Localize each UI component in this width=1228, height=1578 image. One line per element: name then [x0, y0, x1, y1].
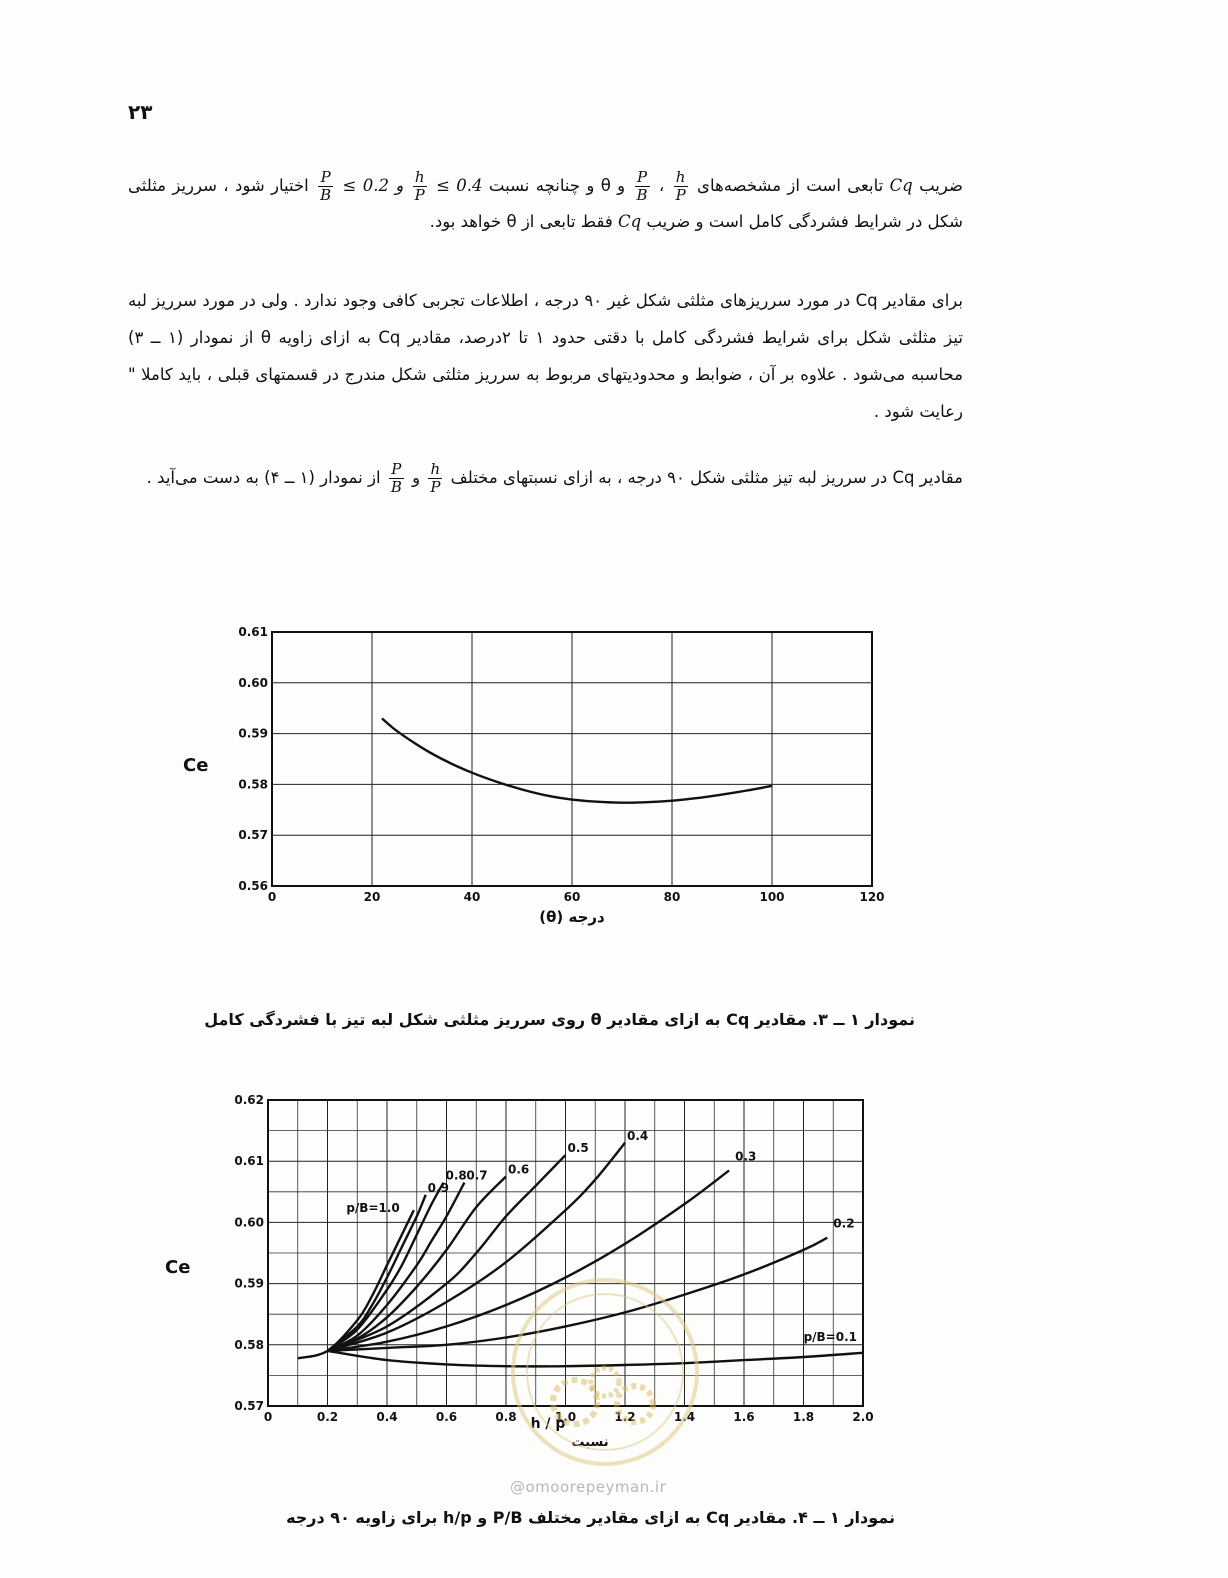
series-label: 0.7: [466, 1168, 488, 1183]
series-label: p/B=1.0: [346, 1201, 400, 1216]
chart2-xlabel: h / p: [530, 1416, 566, 1432]
series-label: 0.3: [735, 1149, 757, 1164]
x-tick-label: 0.2: [316, 1410, 339, 1424]
x-tick-label: 100: [759, 890, 785, 904]
x-tick-label: 60: [563, 890, 581, 904]
paragraph-1: ضریب Cq تابعی است از مشخصه‌های $\frac{h}{P}$ ، $\frac{P}{B}$ و θ و چنانچه نسبت 0.4 ≥ $\frac{h}{P}$ و 0.2 ≥ $\frac{P}{B}$ اختیار شود ، سرریز مثلثی شکل در شرایط فشردگی کامل است و ضریب Cq فقط تابعی از θ خواهد بود.: [128, 168, 964, 231]
chart1-xlabel: (θ) درجه: [539, 908, 605, 926]
x-tick-label: 2.0: [852, 1410, 874, 1424]
series-line: [382, 718, 772, 802]
paragraph-3: مقادیر Cq در سرریز لبه تیز مثلثی شکل ۹۰ درجه ، به ازای نسبتهای مختلف $\frac{h}{P}$ و $\frac{P}{B}$ از نمودار (۱ ــ ۴) به دست می‌آید .: [146, 460, 963, 496]
x-tick-label: 40: [463, 890, 481, 904]
x-tick-label: 0.6: [435, 1410, 458, 1424]
y-tick-label: 0.60: [234, 1215, 264, 1230]
fraction-h-p: $\frac{h}{P}$: [675, 168, 686, 204]
watermark-stamp: [505, 1272, 705, 1472]
y-tick-label: 0.57: [234, 1399, 264, 1413]
series-label: 0.5: [567, 1141, 589, 1156]
chart2-ylabel: Ce: [165, 1257, 191, 1278]
y-tick-label: 0.59: [234, 1276, 264, 1291]
y-tick-label: 0.57: [238, 828, 268, 843]
y-tick-label: 0.61: [234, 1154, 264, 1169]
series-label: 0.4: [627, 1128, 649, 1143]
x-tick-label: 0: [267, 890, 277, 904]
y-tick-label: 0.56: [238, 879, 268, 893]
x-tick-label: 0.8: [495, 1410, 517, 1424]
y-tick-label: 0.58: [234, 1337, 264, 1352]
x-tick-label: 80: [663, 890, 681, 904]
fraction-p-b-3: $\frac{P}{B}$: [390, 460, 402, 496]
y-tick-label: 0.58: [238, 777, 268, 792]
fraction-p-b: $\frac{P}{B}$: [636, 168, 648, 204]
series-label: 0.8: [445, 1168, 467, 1183]
x-tick-label: 1.0: [554, 1410, 577, 1424]
x-tick-label: 20: [363, 890, 381, 904]
y-tick-label: 0.60: [238, 675, 268, 690]
figure-1-4-caption: نمودار ۱ ــ ۴. مقادیر Cq به ازای مقادیر مختلف P/B و h/p برای زاویه ۹۰ درجه: [286, 1508, 895, 1527]
chart2-xlabel-secondary: نسبت: [571, 1435, 609, 1450]
chart-cq-vs-theta: [225, 620, 905, 940]
x-tick-label: 1.8: [792, 1410, 815, 1424]
x-tick-label: 1.6: [733, 1410, 755, 1424]
fraction-p-b-2: $\frac{P}{B}$: [320, 168, 332, 204]
x-tick-label: 1.2: [614, 1410, 636, 1424]
fraction-h-p-2: $\frac{h}{P}$: [414, 168, 425, 204]
y-tick-label: 0.61: [238, 625, 268, 639]
fraction-h-p-3: $\frac{h}{P}$: [430, 460, 441, 496]
x-tick-label: 0: [263, 1410, 273, 1424]
paragraph-2: برای مقادیر Cq در مورد سرریزهای مثلثی شکل غیر ۹۰ درجه ، اطلاعات تجربی کافی وجود ندارد . ولی در مورد سرریز لبه تیز مثلثی شکل برای شرایط فشردگی کامل با دقتی حدود ۱ تا ۲درصد، مقادیر Cq به ازای زاویه θ از نمودار (۱ ــ ۳) محاسبه می‌شود . علاوه بر آن ، ضوابط و محدودیتهای مربوط به سرریز مثلثی شکل مندرج در قسمتهای قبلی ، باید کاملا " رعایت شود .: [128, 291, 963, 421]
series-label: 0.9: [427, 1180, 449, 1195]
cq-symbol: Cq: [889, 176, 913, 195]
series-label: 0.2: [833, 1216, 855, 1231]
y-tick-label: 0.62: [234, 1093, 264, 1107]
x-tick-label: 1.4: [673, 1410, 696, 1424]
series-label: p/B=0.1: [803, 1329, 857, 1344]
page-number: ۲۳: [128, 100, 153, 124]
y-tick-label: 0.59: [238, 726, 268, 741]
watermark-url: @omoorepeyman.ir: [510, 1478, 667, 1496]
x-tick-label: 0.4: [376, 1410, 398, 1424]
figure-1-3-caption: نمودار ۱ ــ ۳. مقادیر Cq به ازای مقادیر θ روی سرریز مثلثی شکل لبه تیز با فشردگی کامل: [204, 1010, 915, 1029]
x-tick-label: 120: [859, 890, 885, 904]
series-label: 0.6: [508, 1162, 530, 1177]
chart1-ylabel: Ce: [183, 755, 209, 776]
